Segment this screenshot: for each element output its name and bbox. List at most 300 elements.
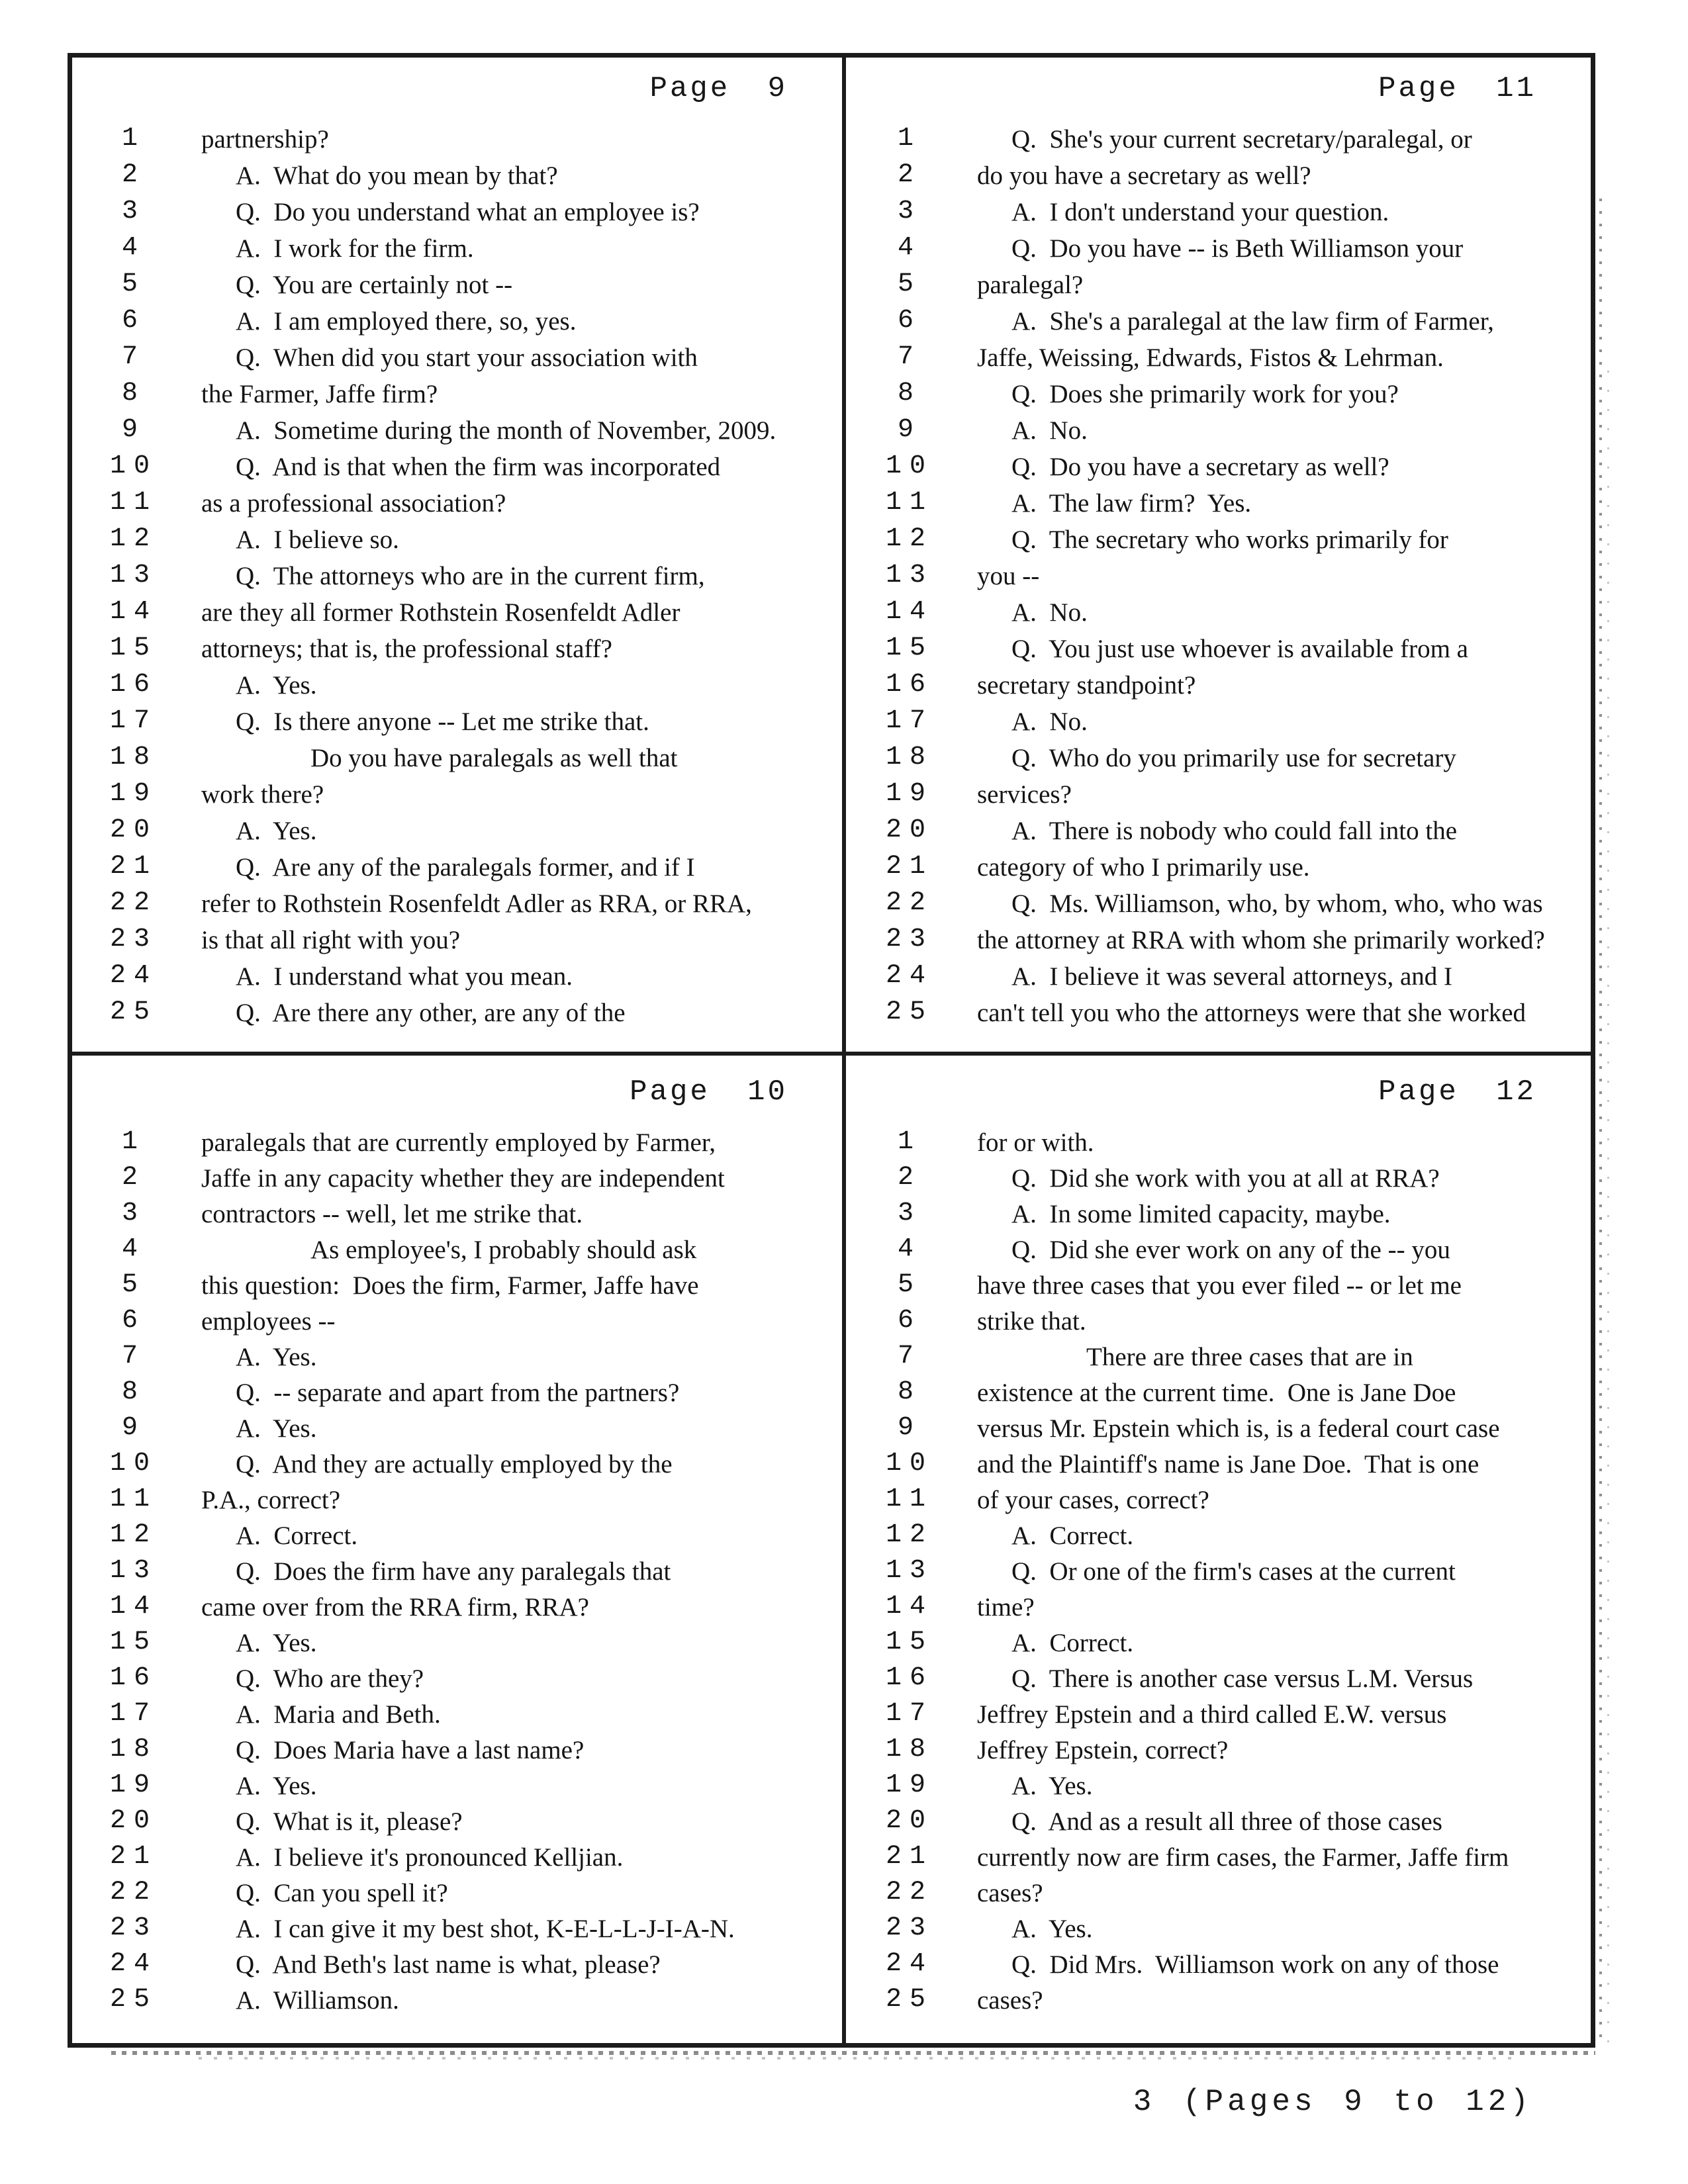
transcript-line xyxy=(72,124,842,160)
transcript-line xyxy=(848,706,1591,743)
line-text: Q. Does the firm have any paralegals that xyxy=(236,1557,671,1586)
line-number: 4 xyxy=(897,1234,921,1264)
transcript-line xyxy=(848,1949,1591,1985)
transcript-line xyxy=(848,815,1591,852)
transcript-line xyxy=(72,888,842,925)
scan-noise-bottom-edge-faint xyxy=(199,2057,1523,2060)
line-text: Q. Who are they? xyxy=(236,1664,424,1693)
transcript-line xyxy=(72,670,842,706)
line-number: 8 xyxy=(121,379,146,408)
page-header: Page 11 xyxy=(1378,72,1536,105)
line-number: 14 xyxy=(109,1592,158,1621)
transcript-lines xyxy=(848,124,1591,1034)
line-number: 9 xyxy=(897,1413,921,1443)
line-text: Q. Can you spell it? xyxy=(236,1879,448,1907)
line-text: A. Yes. xyxy=(236,1772,317,1800)
line-text: Q. Ms. Williamson, who, by whom, who, who was xyxy=(1011,889,1543,918)
line-number: 2 xyxy=(121,1163,146,1193)
transcript-line xyxy=(72,1735,842,1770)
line-number: 19 xyxy=(885,779,933,809)
line-number: 25 xyxy=(109,997,158,1027)
line-text: A. I work for the firm. xyxy=(236,234,474,263)
transcript-line xyxy=(848,524,1591,561)
transcript-line xyxy=(72,488,842,524)
line-text: A. I can give it my best shot, K-E-L-L-J-I-A-N. xyxy=(236,1915,735,1943)
line-text: A. What do you mean by that? xyxy=(236,161,558,190)
line-text: partnership? xyxy=(201,125,329,154)
line-text: Do you have paralegals as well that xyxy=(310,744,678,772)
transcript-line xyxy=(848,925,1591,961)
line-number: 24 xyxy=(885,1949,933,1979)
line-number: 1 xyxy=(897,124,921,154)
line-number: 13 xyxy=(109,1556,158,1586)
line-number: 3 xyxy=(121,1199,146,1228)
transcript-line xyxy=(72,1342,842,1377)
line-text: as a professional association? xyxy=(201,489,506,518)
line-text: A. No. xyxy=(1011,598,1088,627)
line-text: Q. Are any of the paralegals former, and if I xyxy=(236,853,695,882)
line-text: A. Correct. xyxy=(236,1522,358,1550)
line-number: 21 xyxy=(885,1842,933,1872)
line-text: of your cases, correct? xyxy=(977,1486,1209,1514)
transcript-line xyxy=(72,1699,842,1735)
transcript-line xyxy=(848,1842,1591,1878)
line-number: 7 xyxy=(121,1342,146,1371)
transcript-line xyxy=(848,997,1591,1034)
transcript-page-12 xyxy=(848,1057,1591,2041)
line-text: Q. Are there any other, are any of the xyxy=(236,999,626,1027)
transcript-line xyxy=(848,1770,1591,1806)
line-text: A. In some limited capacity, maybe. xyxy=(1011,1200,1391,1228)
line-text: Q. When did you start your association with xyxy=(236,343,698,372)
line-text: Q. The secretary who works primarily for xyxy=(1011,525,1448,554)
line-text: A. Yes. xyxy=(236,671,317,700)
line-number: 24 xyxy=(109,961,158,991)
line-number: 13 xyxy=(109,561,158,590)
transcript-line xyxy=(72,1842,842,1878)
transcript-line xyxy=(72,524,842,561)
transcript-line xyxy=(72,1234,842,1270)
line-number: 23 xyxy=(885,925,933,954)
line-number: 12 xyxy=(109,524,158,554)
line-number: 20 xyxy=(109,1806,158,1836)
line-number: 7 xyxy=(897,1342,921,1371)
line-text: existence at the current time. One is Jane Doe xyxy=(977,1379,1456,1407)
line-text: A. Yes. xyxy=(236,817,317,845)
transcript-line xyxy=(848,1449,1591,1484)
transcript-lines xyxy=(848,1127,1591,2021)
line-number: 13 xyxy=(885,1556,933,1586)
transcript-line xyxy=(848,852,1591,888)
line-number: 10 xyxy=(885,451,933,481)
transcript-line xyxy=(72,342,842,379)
line-text: Q. And Beth's last name is what, please? xyxy=(236,1950,661,1979)
line-text: are they all former Rothstein Rosenfeldt Adler xyxy=(201,598,680,627)
transcript-line xyxy=(848,1878,1591,1913)
transcript-line xyxy=(848,1913,1591,1949)
line-number: 4 xyxy=(121,233,146,263)
line-number: 19 xyxy=(109,779,158,809)
transcript-line xyxy=(848,961,1591,997)
transcript-line xyxy=(848,743,1591,779)
line-number: 15 xyxy=(109,633,158,663)
line-number: 16 xyxy=(885,1663,933,1693)
transcript-line xyxy=(848,451,1591,488)
transcript-line xyxy=(848,488,1591,524)
transcript-line xyxy=(848,1413,1591,1449)
line-text: have three cases that you ever filed -- or let me xyxy=(977,1271,1462,1300)
transcript-line xyxy=(848,1735,1591,1770)
line-number: 17 xyxy=(109,706,158,736)
line-text: Q. Do you understand what an employee is? xyxy=(236,198,700,226)
line-text: contractors -- well, let me strike that. xyxy=(201,1200,583,1228)
transcript-line xyxy=(72,706,842,743)
transcript-line xyxy=(72,1520,842,1556)
transcript-line xyxy=(848,124,1591,160)
line-text: Q. And they are actually employed by the xyxy=(236,1450,673,1479)
line-text: this question: Does the firm, Farmer, Jaffe have xyxy=(201,1271,699,1300)
line-number: 10 xyxy=(109,451,158,481)
transcript-line xyxy=(72,1985,842,2021)
line-text: Q. Does she primarily work for you? xyxy=(1011,380,1399,408)
transcript-line xyxy=(848,1127,1591,1163)
line-number: 6 xyxy=(121,306,146,336)
transcript-line xyxy=(72,1163,842,1199)
line-number: 23 xyxy=(885,1913,933,1943)
transcript-line xyxy=(848,1520,1591,1556)
transcript-line xyxy=(72,451,842,488)
line-number: 2 xyxy=(897,160,921,190)
transcript-line xyxy=(848,1163,1591,1199)
line-number: 10 xyxy=(885,1449,933,1479)
scan-noise-right-edge xyxy=(1599,199,1602,2045)
line-number: 17 xyxy=(109,1699,158,1729)
line-number: 20 xyxy=(885,1806,933,1836)
line-text: There are three cases that are in xyxy=(1086,1343,1413,1371)
line-number: 2 xyxy=(121,160,146,190)
transcript-line xyxy=(848,1806,1591,1842)
line-number: 25 xyxy=(109,1985,158,2015)
transcript-line xyxy=(848,888,1591,925)
line-text: services? xyxy=(977,780,1072,809)
transcript-line xyxy=(848,306,1591,342)
line-text: the Farmer, Jaffe firm? xyxy=(201,380,438,408)
transcript-line xyxy=(72,1270,842,1306)
transcript-line xyxy=(848,233,1591,269)
transcript-line xyxy=(848,597,1591,633)
line-text: Q. You are certainly not -- xyxy=(236,271,513,299)
transcript-line xyxy=(72,160,842,197)
line-number: 11 xyxy=(885,488,933,518)
sheet-page-footer: 3 (Pages 9 to 12) xyxy=(1133,2085,1532,2119)
transcript-line xyxy=(72,1878,842,1913)
line-text: time? xyxy=(977,1593,1035,1621)
transcript-page-9 xyxy=(72,58,842,1050)
transcript-line xyxy=(848,1306,1591,1342)
line-text: secretary standpoint? xyxy=(977,671,1196,700)
transcript-line xyxy=(72,1377,842,1413)
line-number: 3 xyxy=(897,197,921,226)
line-number: 4 xyxy=(121,1234,146,1264)
line-text: attorneys; that is, the professional staff? xyxy=(201,635,612,663)
line-text: Q. Does Maria have a last name? xyxy=(236,1736,585,1764)
line-text: A. Yes. xyxy=(1011,1915,1093,1943)
transcript-line xyxy=(848,269,1591,306)
line-number: 5 xyxy=(121,269,146,299)
transcript-line xyxy=(72,961,842,997)
transcript-line xyxy=(848,1663,1591,1699)
line-text: category of who I primarily use. xyxy=(977,853,1310,882)
line-text: A. I believe it was several attorneys, and I xyxy=(1011,962,1453,991)
line-text: Q. -- separate and apart from the partners? xyxy=(236,1379,680,1407)
line-number: 23 xyxy=(109,925,158,954)
line-number: 24 xyxy=(109,1949,158,1979)
line-text: and the Plaintiff's name is Jane Doe. That is one xyxy=(977,1450,1479,1479)
line-number: 20 xyxy=(109,815,158,845)
line-number: 14 xyxy=(885,597,933,627)
line-text: Q. Do you have -- is Beth Williamson your xyxy=(1011,234,1464,263)
line-text: A. I am employed there, so, yes. xyxy=(236,307,577,336)
line-text: cases? xyxy=(977,1879,1043,1907)
line-text: came over from the RRA firm, RRA? xyxy=(201,1593,589,1621)
line-text: Jaffe in any capacity whether they are independent xyxy=(201,1164,725,1193)
transcript-line xyxy=(72,269,842,306)
transcript-line xyxy=(72,597,842,633)
line-text: for or with. xyxy=(977,1128,1094,1157)
transcript-line xyxy=(72,1484,842,1520)
line-text: Q. Did she work with you at all at RRA? xyxy=(1011,1164,1440,1193)
line-number: 6 xyxy=(897,1306,921,1336)
line-number: 18 xyxy=(885,743,933,772)
transcript-line xyxy=(72,1127,842,1163)
line-text: A. I don't understand your question. xyxy=(1011,198,1389,226)
line-number: 4 xyxy=(897,233,921,263)
line-text: Jaffe, Weissing, Edwards, Fistos & Lehrman. xyxy=(977,343,1444,372)
line-text: A. No. xyxy=(1011,416,1088,445)
line-text: Q. She's your current secretary/paralegal, or xyxy=(1011,125,1472,154)
transcript-line xyxy=(72,1627,842,1663)
line-text: Q. Do you have a secretary as well? xyxy=(1011,453,1389,481)
line-number: 6 xyxy=(897,306,921,336)
line-number: 22 xyxy=(109,1878,158,1907)
line-number: 15 xyxy=(885,1627,933,1657)
line-number: 11 xyxy=(109,1484,158,1514)
line-text: the attorney at RRA with whom she primarily worked? xyxy=(977,926,1545,954)
transcript-line xyxy=(848,633,1591,670)
transcript-line xyxy=(72,1556,842,1592)
line-number: 8 xyxy=(897,1377,921,1407)
line-text: A. The law firm? Yes. xyxy=(1011,489,1252,518)
line-number: 1 xyxy=(897,1127,921,1157)
line-text: Q. What is it, please? xyxy=(236,1807,463,1836)
transcript-line xyxy=(72,997,842,1034)
line-number: 8 xyxy=(121,1377,146,1407)
line-text: Q. And as a result all three of those cases xyxy=(1011,1807,1442,1836)
line-text: A. I believe so. xyxy=(236,525,399,554)
line-number: 18 xyxy=(109,743,158,772)
line-text: Q. The attorneys who are in the current firm, xyxy=(236,562,705,590)
line-text: employees -- xyxy=(201,1307,336,1336)
page-header: Page 9 xyxy=(649,72,788,105)
horizontal-divider xyxy=(68,1052,1595,1056)
scan-noise-bottom-edge xyxy=(111,2051,1595,2055)
transcript-line xyxy=(848,1342,1591,1377)
line-number: 9 xyxy=(897,415,921,445)
transcript-line xyxy=(72,925,842,961)
line-number: 18 xyxy=(109,1735,158,1764)
line-text: Q. Did she ever work on any of the -- you xyxy=(1011,1236,1450,1264)
line-number: 23 xyxy=(109,1913,158,1943)
line-number: 21 xyxy=(885,852,933,882)
transcript-page-10 xyxy=(72,1057,842,2041)
transcript-line xyxy=(72,1199,842,1234)
line-text: paralegals that are currently employed by Farmer, xyxy=(201,1128,716,1157)
transcript-line xyxy=(72,743,842,779)
line-text: Q. You just use whoever is available from a xyxy=(1011,635,1468,663)
transcript-line xyxy=(848,670,1591,706)
transcript-line xyxy=(848,561,1591,597)
line-number: 5 xyxy=(897,269,921,299)
transcript-line xyxy=(72,852,842,888)
line-number: 7 xyxy=(121,342,146,372)
line-text: work there? xyxy=(201,780,324,809)
line-text: A. Correct. xyxy=(1011,1522,1134,1550)
transcript-page-11 xyxy=(848,58,1591,1050)
line-text: Q. Who do you primarily use for secretary xyxy=(1011,744,1456,772)
transcript-line xyxy=(848,1199,1591,1234)
line-number: 11 xyxy=(109,488,158,518)
line-text: is that all right with you? xyxy=(201,926,461,954)
transcript-line xyxy=(72,1806,842,1842)
transcript-line xyxy=(72,779,842,815)
line-text: A. No. xyxy=(1011,707,1088,736)
transcript-line xyxy=(848,415,1591,451)
line-number: 14 xyxy=(885,1592,933,1621)
transcript-line xyxy=(72,306,842,342)
line-number: 21 xyxy=(109,1842,158,1872)
line-text: strike that. xyxy=(977,1307,1086,1336)
transcript-line xyxy=(72,1770,842,1806)
line-number: 21 xyxy=(109,852,158,882)
line-number: 1 xyxy=(121,1127,146,1157)
line-number: 25 xyxy=(885,1985,933,2015)
transcript-line xyxy=(72,415,842,451)
line-number: 22 xyxy=(885,1878,933,1907)
line-text: A. I believe it's pronounced Kelljian. xyxy=(236,1843,624,1872)
line-number: 19 xyxy=(885,1770,933,1800)
line-number: 12 xyxy=(885,1520,933,1550)
line-text: P.A., correct? xyxy=(201,1486,341,1514)
page-header: Page 12 xyxy=(1378,1075,1536,1109)
transcript-line xyxy=(72,1306,842,1342)
line-text: As employee's, I probably should ask xyxy=(310,1236,697,1264)
line-number: 22 xyxy=(109,888,158,918)
line-number: 3 xyxy=(897,1199,921,1228)
line-number: 15 xyxy=(109,1627,158,1657)
line-text: A. Yes. xyxy=(236,1629,317,1657)
transcript-line xyxy=(848,1377,1591,1413)
line-text: Q. And is that when the firm was incorporated xyxy=(236,453,721,481)
line-number: 10 xyxy=(109,1449,158,1479)
transcript-line xyxy=(72,1949,842,1985)
line-text: can't tell you who the attorneys were that she worked xyxy=(977,999,1526,1027)
line-text: versus Mr. Epstein which is, is a federal court case xyxy=(977,1414,1500,1443)
line-number: 22 xyxy=(885,888,933,918)
line-number: 1 xyxy=(121,124,146,154)
line-text: Jeffrey Epstein, correct? xyxy=(977,1736,1229,1764)
transcript-line xyxy=(72,815,842,852)
transcript-line xyxy=(72,1663,842,1699)
transcript-line xyxy=(72,1449,842,1484)
transcript-line xyxy=(848,1556,1591,1592)
line-number: 18 xyxy=(885,1735,933,1764)
transcript-lines xyxy=(72,1127,842,2021)
line-text: Q. There is another case versus L.M. Versus xyxy=(1011,1664,1474,1693)
transcript-line xyxy=(848,1592,1591,1627)
transcript-line xyxy=(848,1699,1591,1735)
line-number: 14 xyxy=(109,597,158,627)
transcript-line xyxy=(848,779,1591,815)
line-text: cases? xyxy=(977,1986,1043,2015)
line-text: A. Yes. xyxy=(236,1414,317,1443)
transcript-line xyxy=(848,160,1591,197)
line-number: 16 xyxy=(885,670,933,700)
line-text: A. Sometime during the month of November, 2009. xyxy=(236,416,776,445)
line-number: 17 xyxy=(885,1699,933,1729)
line-number: 8 xyxy=(897,379,921,408)
line-text: A. Williamson. xyxy=(236,1986,399,2015)
line-number: 25 xyxy=(885,997,933,1027)
transcript-line xyxy=(848,1484,1591,1520)
page-header: Page 10 xyxy=(630,1075,788,1109)
line-text: A. Yes. xyxy=(1011,1772,1093,1800)
transcript-line xyxy=(848,1985,1591,2021)
line-text: A. Correct. xyxy=(1011,1629,1134,1657)
line-text: paralegal? xyxy=(977,271,1084,299)
line-number: 16 xyxy=(109,670,158,700)
line-number: 3 xyxy=(121,197,146,226)
line-number: 16 xyxy=(109,1663,158,1693)
line-text: A. There is nobody who could fall into the xyxy=(1011,817,1457,845)
line-text: Jeffrey Epstein and a third called E.W. versus xyxy=(977,1700,1447,1729)
line-text: currently now are firm cases, the Farmer, Jaffe firm xyxy=(977,1843,1509,1872)
line-number: 11 xyxy=(885,1484,933,1514)
line-text: do you have a secretary as well? xyxy=(977,161,1311,190)
line-number: 19 xyxy=(109,1770,158,1800)
transcript-line xyxy=(848,197,1591,233)
line-text: A. She's a paralegal at the law firm of Farmer, xyxy=(1011,307,1494,336)
line-text: Q. Did Mrs. Williamson work on any of those xyxy=(1011,1950,1499,1979)
vertical-divider xyxy=(842,53,846,2048)
transcript-line xyxy=(848,342,1591,379)
line-text: A. I understand what you mean. xyxy=(236,962,573,991)
line-number: 5 xyxy=(121,1270,146,1300)
line-text: refer to Rothstein Rosenfeldt Adler as RRA, or RRA, xyxy=(201,889,752,918)
line-number: 5 xyxy=(897,1270,921,1300)
line-number: 15 xyxy=(885,633,933,663)
transcript-line xyxy=(72,1913,842,1949)
line-text: you -- xyxy=(977,562,1040,590)
transcript-line xyxy=(848,1234,1591,1270)
line-number: 20 xyxy=(885,815,933,845)
line-number: 7 xyxy=(897,342,921,372)
scan-noise-right-edge-faint xyxy=(1607,371,1609,2045)
line-number: 2 xyxy=(897,1163,921,1193)
line-number: 13 xyxy=(885,561,933,590)
line-text: A. Maria and Beth. xyxy=(236,1700,441,1729)
transcript-lines xyxy=(72,124,842,1034)
line-text: Q. Or one of the firm's cases at the current xyxy=(1011,1557,1456,1586)
